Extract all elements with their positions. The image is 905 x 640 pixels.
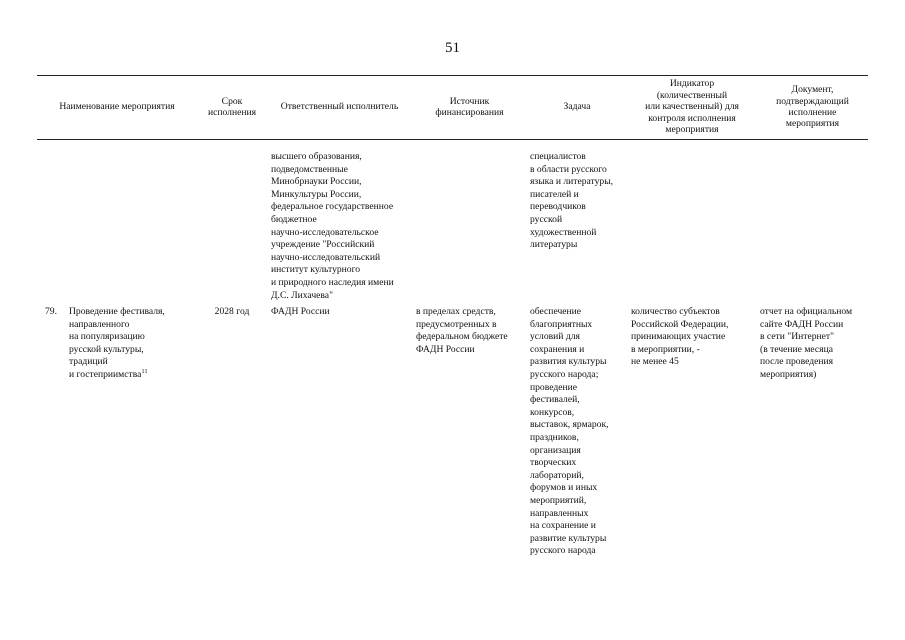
event-name-text: Проведение фестиваля, направленного на популяризацию русской культуры, традиций и гостеприимства: [69, 306, 165, 380]
header-indicator-text: Индикатор (количественный или качественный) для контроля исполнения мероприятия: [645, 78, 739, 136]
header-financing-text: Источник финансирования: [435, 95, 504, 118]
row-number: 79.: [45, 306, 57, 317]
executor: ФАДН России: [271, 306, 330, 317]
header-executor: [267, 75, 412, 139]
task: обеспечение благоприятных условий для сохранения и развития культуры русского народа; проведение фестивалей, конкурсов, выставок, ярмарок, праздников, организация творческих лабораторий, форумов и иных мероприятий, направленных на сохранение и развитие культуры русского народа: [530, 306, 609, 557]
header-document: [757, 75, 868, 139]
event-name: [69, 306, 197, 382]
header-task-text: Задача: [563, 101, 591, 113]
supporting-document: отчет на официальном сайте ФАДН России в сети "Интернет" (в течение месяца после проведения мероприятия): [760, 306, 853, 380]
header-deadline-text: Срок исполнения: [207, 95, 257, 118]
continued-task: специалистов в области русского языка и литературы, писателей и переводчиков русской художественной литературы: [530, 151, 614, 251]
header-deadline: [197, 75, 267, 139]
header-event-name-text: Наименование мероприятия: [59, 101, 175, 113]
header-event-name: [37, 75, 197, 139]
header-document-text: Документ, подтверждающий исполнение мероприятия: [776, 84, 849, 130]
header-financing: [412, 75, 527, 139]
table-header-bottom-rule: [37, 139, 868, 140]
header-executor-text: Ответственный исполнитель: [280, 101, 399, 113]
continued-executor: высшего образования, подведомственные Минобрнауки России, Минкультуры России, федеральное государственное бюджетное научно-исследовательское учреждение "Российский научно-исследовательский институт культурного и природного наследия имени Д.С. Лихачева": [271, 151, 394, 301]
page-number: 51: [445, 40, 460, 56]
financing-source: в пределах средств, предусмотренных в федеральном бюджете ФАДН России: [416, 306, 508, 355]
deadline: 2028 год: [214, 306, 250, 317]
header-indicator: [627, 75, 757, 139]
indicator: количество субъектов Российской Федерации, принимающих участие в мероприятии, - не менее 45: [631, 306, 729, 368]
footnote-marker: 11: [141, 367, 148, 375]
header-task: [527, 75, 627, 139]
